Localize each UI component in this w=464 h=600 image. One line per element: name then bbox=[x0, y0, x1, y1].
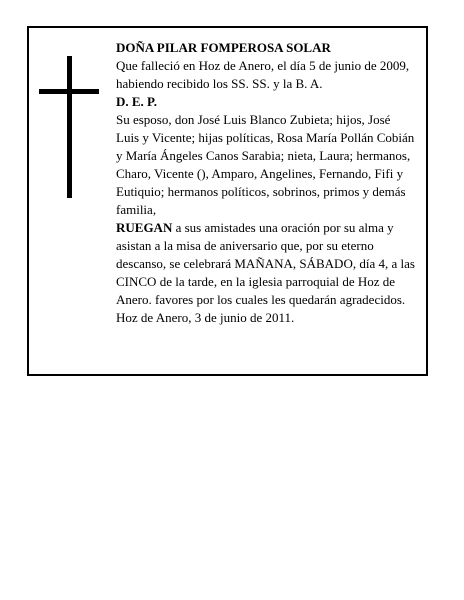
cross-icon bbox=[39, 56, 99, 198]
request-paragraph bbox=[116, 219, 416, 309]
obituary-notice bbox=[27, 26, 428, 376]
cross-vertical-bar bbox=[67, 56, 72, 198]
death-statement: Que falleció en Hoz de Anero, el día 5 de junio de 2009, habiendo recibido los SS. SS. y la B. A. bbox=[116, 58, 410, 91]
place-date: Hoz de Anero, 3 de junio de 2011. bbox=[116, 310, 295, 325]
cross-horizontal-bar bbox=[39, 89, 99, 94]
request-lead: RUEGAN bbox=[116, 220, 173, 235]
dep-line: D. E. P. bbox=[116, 94, 158, 109]
family-list: Su esposo, don José Luis Blanco Zubieta; hijos, José Luis y Vicente; hijas políticas, Rosa María Pollán Cobián y María Ángeles Canos Sarabia; nieta, Laura; hermanos, Charo, Vicente (), Amparo, Angelines, Fernando, Fifi y Eutiquio; hermanos políticos, sobrinos, primos y demás familia, bbox=[116, 112, 415, 217]
request-text: a sus amistades una oración por su alma y asistan a la misa de aniversario que, por su eterno descanso, se celebrará MAÑANA, SÁBADO, día 4, a las CINCO de la tarde, en la iglesia parroquial de Hoz de Anero. favores por los cuales les quedarán agradecidos. bbox=[116, 220, 415, 307]
notice-text bbox=[116, 39, 416, 327]
deceased-name: DOÑA PILAR FOMPEROSA SOLAR bbox=[116, 40, 331, 55]
